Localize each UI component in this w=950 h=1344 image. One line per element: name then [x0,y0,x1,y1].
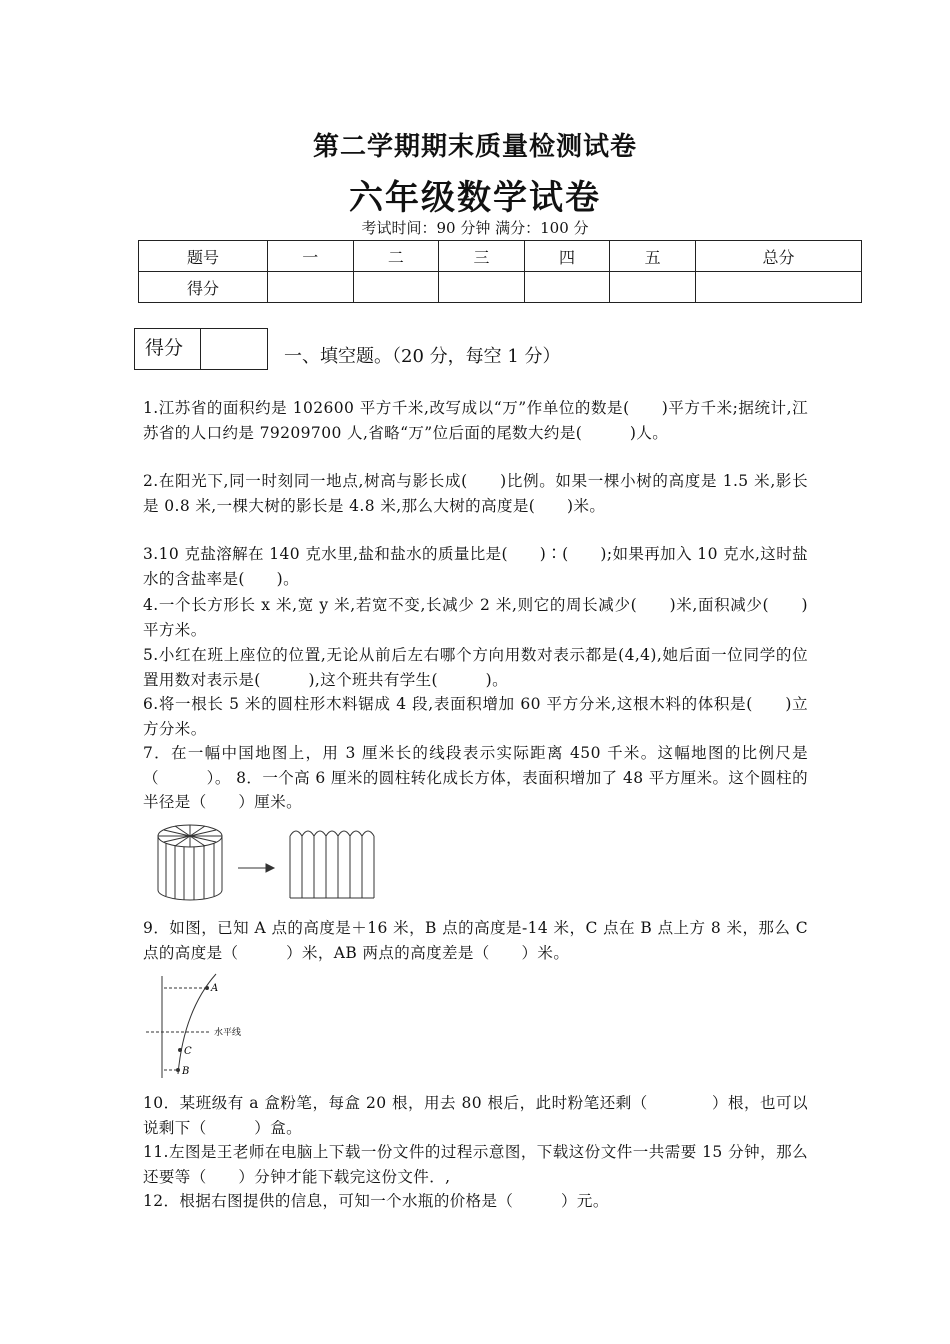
question-5: 5.小红在班上座位的位置,无论从前后左右哪个方向用数对表示都是(4,4),她后面一位同学的位置用数对表示是( ),这个班共有学生( )。 [143,646,808,689]
score-cell [439,272,525,303]
score-table [138,240,862,303]
cuboid-drawing [290,831,374,898]
point-c [178,1048,182,1052]
question-3: 3.10 克盐溶解在 140 克水里,盐和盐水的质量比是( )∶( );如果再加入 10 克水,这时盐水的含盐率是( )。 [143,545,808,588]
score-table-header-cell: 四 [524,241,610,272]
label-c: C [184,1046,192,1057]
score-table-score-row [139,272,862,303]
section-score-box [134,328,268,370]
score-table-header-cell: 二 [353,241,439,272]
question-10: 10．某班级有 a 盒粉笔，每盒 20 根，用去 80 根后，此时粉笔还剩（ ）根，也可以说剩下（ ）盒。 [143,1094,808,1137]
question-7-8: 7．在一幅中国地图上，用 3 厘米长的线段表示实际距离 450 千米。这幅地图的比例尺是（ ）。 8．一个高 6 厘米的圆柱转化成长方体，表面积增加了 48 平方厘米。这个圆柱的半径是（ ）厘米。 [143,744,808,811]
score-table-header-cell: 总分 [695,241,861,272]
exam-subtitle: 第二学期期末质量检测试卷 [312,132,637,162]
height-diagram-figure [144,970,274,1082]
score-cell [524,272,610,303]
score-cell [695,272,861,303]
exam-title: 六年级数学试卷 [349,178,601,218]
section-score-label: 得分 [135,329,201,369]
question-9: 9．如图，已知 A 点的高度是＋16 米，B 点的高度是-14 米，C 点在 B 点上方 8 米，那么 C 点的高度是（ ）米，AB 两点的高度差是（ ）米。 [143,919,808,962]
score-row-label: 得分 [139,272,268,303]
arrow-right-icon [238,864,274,872]
point-b [176,1068,180,1072]
question-4: 4.一个长方形长 x 米,宽 y 米,若宽不变,长减少 2 米,则它的周长减少( )米,面积减少( )平方米。 [143,596,808,639]
score-cell [610,272,696,303]
score-table-header-cell: 五 [610,241,696,272]
exam-info: 考试时间：90 分钟 满分：100 分 [361,219,589,237]
score-table-header-row [139,241,862,272]
cylinder-to-cuboid-figure [150,822,380,902]
label-a: A [211,983,219,994]
question-6: 6.将一根长 5 米的圆柱形木料锯成 4 段,表面积增加 60 平方分米,这根木料的体积是( )立方分米。 [143,695,808,738]
question-11: 11.左图是王老师在电脑上下载一份文件的过程示意图，下载这份文件一共需要 15 分钟，那么还要等（ ）分钟才能下载完这份文件．, [143,1143,808,1186]
label-horizon: 水平线 [214,1028,242,1038]
question-2: 2.在阳光下,同一时刻同一地点,树高与影长成( )比例。如果一棵小树的高度是 1.5 米,影长是 0.8 米,一棵大树的影长是 4.8 米,那么大树的高度是( )米。 [143,472,808,515]
point-a [205,986,209,990]
label-b: B [182,1066,190,1077]
score-table-header-cell: 题号 [139,241,268,272]
score-table-header-cell: 一 [268,241,354,272]
score-cell [268,272,354,303]
cylinder-drawing [158,825,222,900]
section-title: 一、填空题。（20 分，每空 1 分） [284,346,561,367]
question-1: 1.江苏省的面积约是 102600 平方千米,改写成以“万”作单位的数是( )平方千米;据统计,江苏省的人口约是 79209700 人,省略“万”位后面的尾数大约是( )人。 [143,399,808,442]
score-table-header-cell: 三 [439,241,525,272]
score-cell [353,272,439,303]
question-12: 12．根据右图提供的信息，可知一个水瓶的价格是（ ）元。 [143,1192,609,1210]
